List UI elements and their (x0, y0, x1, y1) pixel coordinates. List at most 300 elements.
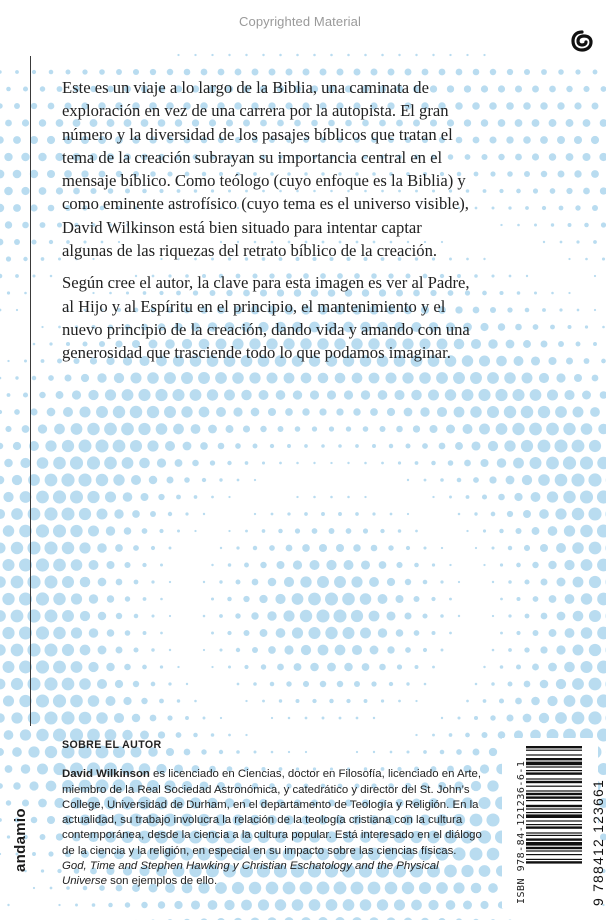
halftone-dot (66, 70, 71, 75)
halftone-dot (259, 595, 267, 603)
halftone-dot (160, 564, 163, 567)
halftone-dot (572, 678, 584, 690)
andamio-swirl-icon (572, 30, 592, 52)
halftone-dot (53, 694, 66, 707)
halftone-dot (478, 389, 490, 401)
halftone-dot (36, 558, 49, 571)
halftone-dot (347, 54, 350, 57)
halftone-dot (11, 542, 23, 554)
halftone-dot (449, 632, 452, 635)
halftone-dot (131, 475, 141, 485)
halftone-dot (61, 711, 74, 724)
halftone-dot (581, 559, 593, 571)
halftone-dot (541, 69, 547, 75)
halftone-dot (542, 308, 546, 312)
halftone-dot (130, 372, 141, 383)
halftone-dot (36, 660, 49, 673)
halftone-dot (106, 561, 114, 569)
halftone-dot (346, 699, 350, 703)
halftone-dot (0, 410, 2, 414)
halftone-dot (139, 458, 150, 469)
halftone-dot (439, 69, 446, 76)
halftone-dot (271, 717, 273, 719)
halftone-dot (5, 221, 12, 228)
halftone-dot (2, 593, 14, 605)
halftone-dot (71, 661, 83, 673)
halftone-dot (523, 340, 531, 348)
halftone-dot (549, 595, 557, 603)
halftone-dot (470, 406, 481, 417)
halftone-dot (141, 902, 147, 908)
halftone-dot (557, 612, 566, 621)
halftone-dot (228, 734, 231, 737)
halftone-dot (168, 512, 172, 516)
halftone-dot (488, 339, 498, 349)
halftone-dot (479, 355, 490, 366)
halftone-dot (168, 682, 171, 685)
halftone-dot (38, 424, 47, 433)
halftone-dot (449, 496, 452, 499)
halftone-dot (396, 426, 403, 433)
halftone-dot (36, 491, 49, 504)
halftone-dot (515, 698, 522, 705)
halftone-dot (589, 678, 602, 691)
halftone-dot (44, 507, 57, 520)
halftone-dot (278, 529, 283, 534)
halftone-dot (522, 475, 532, 485)
halftone-dot (50, 887, 53, 890)
halftone-dot (523, 136, 531, 144)
halftone-dot (458, 581, 460, 583)
halftone-dot (491, 512, 496, 517)
halftone-dot (568, 292, 570, 294)
halftone-dot (415, 700, 417, 702)
halftone-dot (185, 716, 189, 720)
halftone-dot (492, 581, 494, 583)
halftone-dot (453, 372, 465, 384)
halftone-dot (31, 239, 36, 244)
halftone-dot (0, 576, 6, 588)
halftone-dot (369, 577, 379, 587)
halftone-dot (276, 628, 286, 638)
halftone-dot (173, 424, 184, 435)
barcode-bar (526, 838, 582, 840)
halftone-dot (488, 883, 498, 893)
halftone-dot (474, 716, 478, 720)
halftone-dot (147, 440, 158, 451)
halftone-dot (585, 258, 588, 261)
halftone-dot (21, 764, 31, 774)
barcode-bar (526, 790, 582, 791)
halftone-dot (543, 241, 545, 243)
halftone-dot (600, 119, 606, 127)
halftone-dot (547, 389, 558, 400)
halftone-dot (506, 714, 513, 721)
halftone-dot (259, 390, 269, 400)
halftone-dot (211, 597, 214, 600)
halftone-dot (326, 899, 338, 911)
halftone-dot (338, 512, 342, 516)
halftone-dot (506, 136, 513, 143)
halftone-dot (62, 644, 74, 656)
halftone-dot (293, 560, 302, 569)
halftone-dot (233, 407, 242, 416)
halftone-dot (574, 136, 582, 144)
halftone-dot (106, 696, 116, 706)
halftone-dot (312, 426, 317, 431)
halftone-dot (387, 646, 394, 653)
halftone-dot (45, 644, 58, 657)
halftone-dot (423, 546, 426, 549)
barcode-bar (526, 854, 582, 855)
halftone-dot (574, 170, 581, 177)
halftone-dot (377, 899, 388, 910)
halftone-dot (45, 440, 56, 451)
halftone-dot (440, 580, 443, 583)
halftone-dot (441, 547, 443, 549)
halftone-dot (252, 579, 259, 586)
halftone-dot (45, 610, 58, 623)
halftone-dot (508, 648, 512, 652)
halftone-dot (504, 372, 516, 384)
halftone-dot (406, 546, 410, 550)
halftone-dot (261, 664, 266, 669)
halftone-dot (524, 69, 530, 75)
halftone-dot (432, 563, 435, 566)
halftone-dot (270, 444, 274, 448)
halftone-dot (80, 577, 91, 588)
barcode-bar (526, 808, 582, 809)
halftone-dot (22, 119, 29, 126)
halftone-dot (482, 494, 487, 499)
halftone-dot (132, 510, 140, 518)
halftone-dot (405, 579, 411, 585)
halftone-dot (419, 372, 431, 384)
halftone-dot (287, 512, 290, 515)
halftone-dot (454, 407, 465, 418)
halftone-dot (398, 700, 401, 703)
halftone-dot (150, 715, 157, 722)
halftone-dot (589, 610, 601, 622)
halftone-dot (364, 54, 367, 57)
halftone-dot (455, 442, 463, 450)
halftone-dot (490, 715, 495, 720)
halftone-dot (371, 545, 378, 552)
halftone-dot (407, 479, 409, 481)
halftone-dot (329, 426, 334, 431)
halftone-dot (0, 70, 2, 73)
halftone-dot (296, 54, 299, 57)
halftone-dot (133, 545, 139, 551)
halftone-dot (0, 748, 4, 756)
halftone-dot (588, 507, 601, 520)
halftone-dot (463, 901, 472, 910)
halftone-dot (572, 542, 584, 554)
halftone-dot (142, 563, 146, 567)
halftone-dot (540, 646, 547, 653)
halftone-dot (352, 645, 362, 655)
halftone-dot (262, 529, 266, 533)
halftone-dot (515, 85, 522, 92)
halftone-dot (7, 291, 10, 294)
halftone-dot (336, 544, 344, 552)
halftone-dot (44, 677, 57, 690)
halftone-dot (597, 593, 606, 606)
halftone-dot (37, 457, 49, 469)
halftone-dot (363, 426, 369, 432)
halftone-dot (446, 425, 455, 434)
halftone-dot (296, 462, 299, 465)
halftone-dot (30, 408, 37, 415)
halftone-dot (215, 372, 227, 384)
halftone-dot (398, 529, 402, 533)
halftone-dot (0, 239, 3, 246)
halftone-dot (97, 509, 108, 520)
halftone-dot (31, 103, 37, 109)
halftone-dot (521, 440, 533, 452)
halftone-dot (216, 407, 226, 417)
halftone-dot (481, 732, 487, 738)
halftone-dot (540, 136, 548, 144)
halftone-dot (16, 309, 18, 311)
halftone-dot (211, 733, 215, 737)
halftone-dot (278, 426, 284, 432)
halftone-dot (379, 664, 386, 671)
halftone-dot (458, 615, 460, 617)
halftone-dot (236, 648, 240, 652)
barcode-bar (526, 824, 582, 825)
halftone-dot (262, 54, 264, 56)
halftone-dot (22, 799, 29, 806)
halftone-dot (514, 493, 522, 501)
halftone-dot (302, 544, 310, 552)
halftone-dot (431, 597, 435, 601)
halftone-dot (602, 257, 605, 260)
halftone-dot (423, 580, 428, 585)
halftone-dot (363, 528, 368, 533)
halftone-dot (566, 119, 574, 127)
halftone-dot (262, 461, 265, 464)
halftone-dot (342, 593, 355, 606)
halftone-dot (258, 899, 269, 910)
halftone-dot (191, 900, 200, 909)
halftone-dot (296, 699, 300, 703)
halftone-dot (483, 189, 487, 193)
halftone-dot (113, 406, 125, 418)
halftone-dot (591, 170, 599, 178)
halftone-dot (63, 407, 73, 417)
halftone-dot (157, 458, 166, 467)
halftone-dot (79, 712, 92, 725)
halftone-dot (219, 478, 222, 481)
halftone-dot (415, 734, 417, 736)
halftone-dot (534, 291, 537, 294)
halftone-dot (598, 424, 606, 434)
halftone-dot (70, 695, 83, 708)
halftone-dot (475, 207, 478, 210)
halftone-dot (343, 627, 355, 639)
halftone-dot (466, 530, 468, 532)
halftone-dot (269, 69, 276, 76)
halftone-dot (277, 664, 284, 671)
halftone-dot (486, 813, 499, 826)
halftone-dot (540, 544, 548, 552)
halftone-dot (36, 729, 48, 741)
halftone-dot (371, 69, 378, 76)
halftone-dot (82, 69, 87, 74)
halftone-dot (228, 496, 230, 498)
halftone-dot (335, 645, 346, 656)
halftone-dot (556, 645, 565, 654)
halftone-dot (499, 529, 503, 533)
halftone-dot (530, 389, 542, 401)
halftone-dot (30, 136, 38, 144)
halftone-dot (597, 524, 606, 537)
halftone-dot (516, 631, 520, 635)
halftone-dot (343, 899, 355, 911)
halftone-dot (573, 611, 584, 622)
halftone-dot (295, 528, 300, 533)
halftone-dot (325, 627, 337, 639)
halftone-dot (158, 494, 164, 500)
halftone-dot (253, 546, 257, 550)
halftone-dot (5, 120, 12, 127)
halftone-dot (551, 223, 554, 226)
halftone-dot (49, 70, 54, 75)
halftone-dot (31, 817, 38, 824)
bio-text-2: son ejemplos de ello. (106, 875, 218, 888)
halftone-dot (597, 694, 606, 707)
halftone-dot (580, 456, 593, 469)
halftone-dot (462, 389, 474, 401)
halftone-dot (134, 580, 139, 585)
barcode-bar (526, 766, 582, 767)
halftone-dot (492, 649, 495, 652)
halftone-dot (458, 513, 461, 516)
halftone-dot (292, 593, 304, 605)
barcode-bar (526, 850, 582, 851)
halftone-dot (241, 390, 251, 400)
halftone-dot (159, 699, 164, 704)
halftone-dot (116, 69, 122, 75)
halftone-dot (308, 593, 321, 606)
halftone-dot (432, 734, 435, 737)
halftone-dot (471, 339, 481, 349)
halftone-dot (48, 205, 55, 212)
halftone-dot (360, 628, 371, 639)
halftone-dot (2, 627, 14, 639)
halftone-dot (96, 712, 108, 724)
halftone-dot (470, 372, 482, 384)
halftone-dot (564, 695, 576, 707)
halftone-dot (200, 442, 208, 450)
halftone-dot (388, 69, 395, 76)
halftone-dot (507, 511, 513, 517)
halftone-dot (235, 69, 242, 76)
halftone-dot (369, 611, 380, 622)
halftone-dot (378, 390, 388, 400)
halftone-dot (71, 627, 82, 638)
halftone-dot (14, 239, 20, 245)
halftone-dot (13, 782, 21, 790)
halftone-dot (219, 614, 223, 618)
halftone-dot (318, 645, 329, 656)
halftone-dot (583, 188, 590, 195)
halftone-dot (437, 407, 447, 417)
halftone-dot (13, 170, 22, 179)
halftone-dot (0, 204, 4, 212)
halftone-dot (23, 86, 28, 91)
halftone-dot (589, 644, 601, 656)
halftone-dot (471, 441, 480, 450)
halftone-dot (593, 342, 597, 346)
halftone-dot (490, 171, 495, 176)
halftone-dot (104, 423, 117, 436)
halftone-dot (203, 615, 206, 618)
halftone-dot (483, 258, 485, 260)
halftone-dot (245, 700, 247, 702)
halftone-dot (104, 457, 117, 470)
halftone-dot (75, 904, 78, 907)
halftone-dot (32, 376, 36, 380)
halftone-dot (516, 597, 520, 601)
halftone-dot (436, 372, 448, 384)
halftone-dot (356, 717, 359, 720)
halftone-dot (194, 700, 197, 703)
halftone-dot (87, 491, 99, 503)
halftone-dot (597, 661, 606, 674)
halftone-dot (394, 899, 405, 910)
halftone-dot (378, 594, 388, 604)
halftone-dot (115, 544, 123, 552)
halftone-dot (61, 473, 74, 486)
halftone-dot (0, 783, 3, 789)
halftone-dot (506, 102, 514, 110)
halftone-dot (496, 356, 507, 367)
halftone-dot (0, 170, 4, 179)
halftone-dot (563, 423, 575, 435)
halftone-dot (580, 661, 592, 673)
halftone-dot (500, 665, 504, 669)
halftone-dot (65, 375, 72, 382)
halftone-dot (219, 580, 222, 583)
halftone-dot (0, 103, 3, 108)
halftone-dot (285, 408, 293, 416)
halftone-dot (326, 560, 336, 570)
halftone-dot (105, 389, 116, 400)
halftone-dot (39, 187, 47, 195)
halftone-dot (142, 528, 148, 534)
halftone-dot (227, 631, 231, 635)
halftone-dot (253, 682, 257, 686)
halftone-dot (487, 848, 500, 861)
halftone-dot (252, 647, 258, 653)
halftone-dot (581, 627, 593, 639)
halftone-dot (581, 423, 593, 435)
halftone-dot (563, 491, 575, 503)
halftone-dot (457, 478, 462, 483)
halftone-dot (13, 136, 21, 144)
halftone-dot (559, 308, 562, 311)
halftone-dot (80, 645, 91, 656)
halftone-dot (295, 426, 301, 432)
halftone-dot (32, 70, 36, 74)
halftone-dot (351, 610, 363, 622)
halftone-dot (464, 460, 471, 467)
halftone-dot (466, 700, 469, 703)
halftone-dot (546, 457, 559, 470)
halftone-dot (592, 205, 598, 211)
